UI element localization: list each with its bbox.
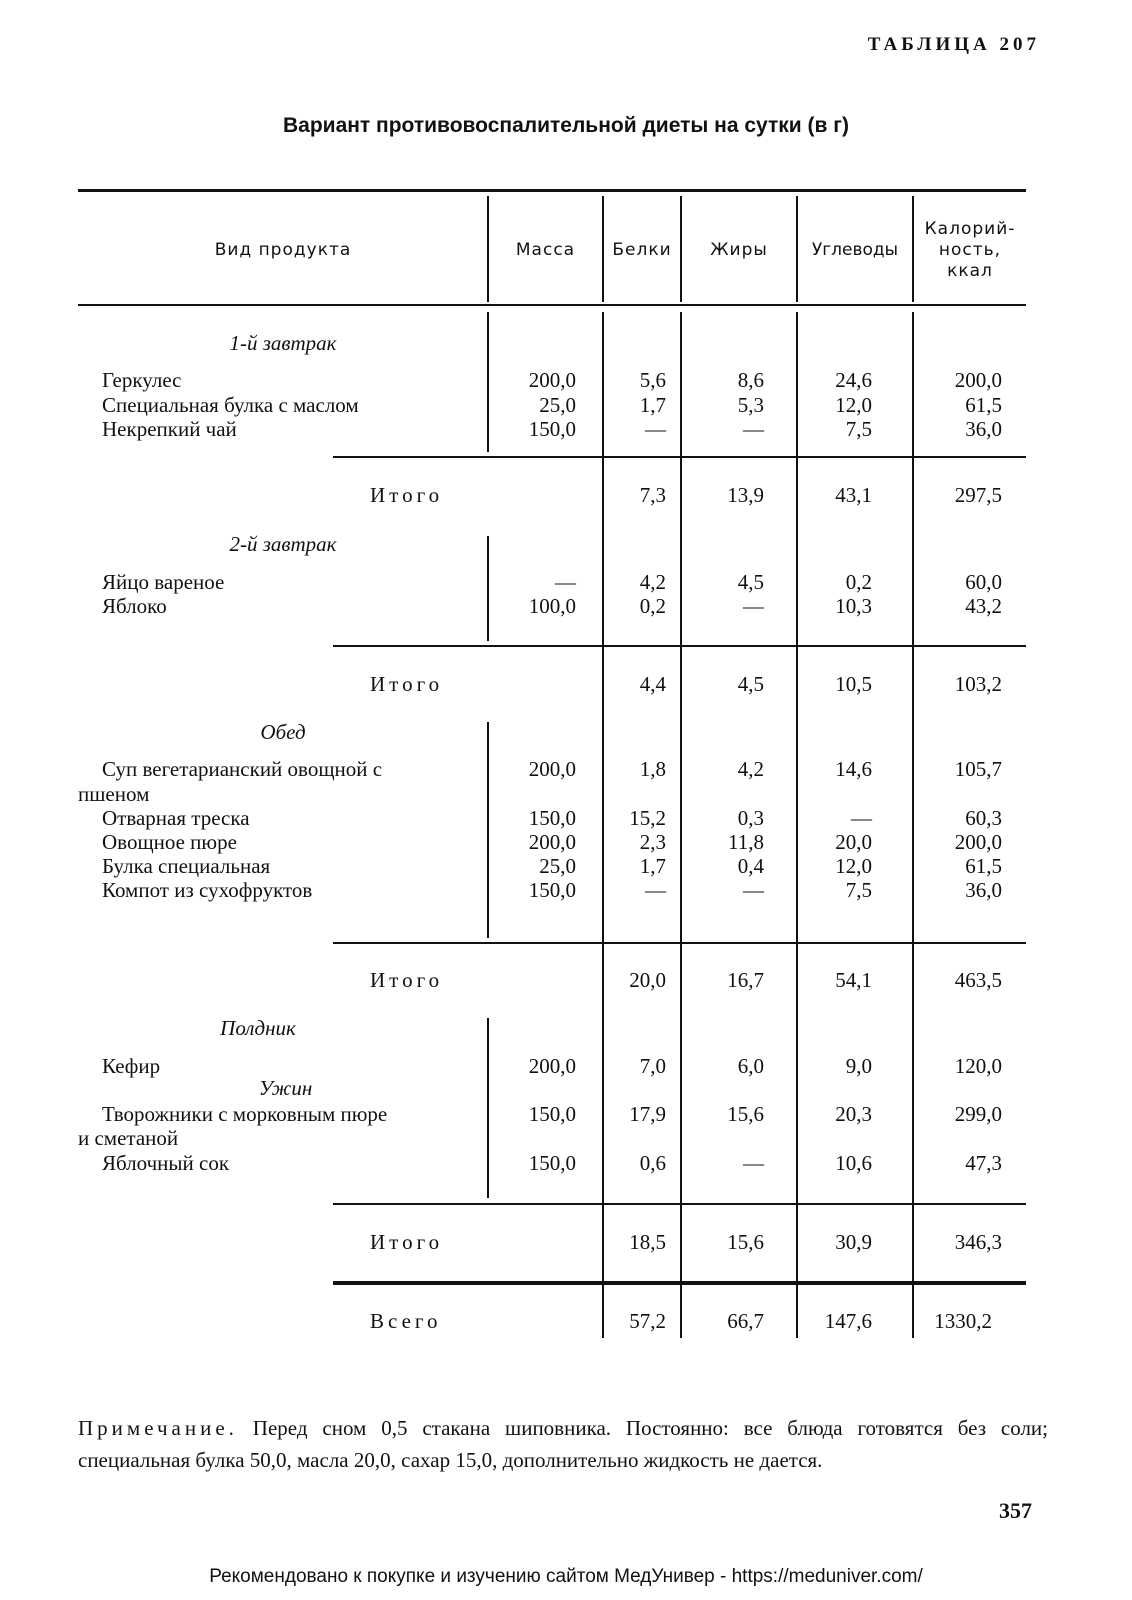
subtotal-label: Итого xyxy=(370,672,444,696)
fat-cell: 15,6 xyxy=(727,1230,764,1254)
product-name: Кефир xyxy=(102,1054,161,1078)
protein-cell: 18,5 xyxy=(629,1230,666,1254)
kcal-cell: 297,5 xyxy=(954,483,1002,507)
col-header-calories-line: ность, xyxy=(938,240,1002,260)
protein-cell: — xyxy=(645,878,666,902)
kcal-cell: 200,0 xyxy=(954,830,1002,854)
product-name: Яблоко xyxy=(102,594,167,618)
fat-cell: 66,7 xyxy=(727,1309,764,1333)
col-header-mass: Масса xyxy=(515,240,576,260)
carbs-cell: 7,5 xyxy=(845,878,872,902)
mass-cell: 150,0 xyxy=(528,806,576,830)
col-header-product: Вид продукта xyxy=(214,240,352,260)
kcal-cell: 200,0 xyxy=(954,368,1002,392)
carbs-cell: 30,9 xyxy=(835,1230,872,1254)
fat-cell: 16,7 xyxy=(727,968,764,992)
product-name: Специальная булка с маслом xyxy=(102,393,359,417)
kcal-cell: 36,0 xyxy=(965,878,1002,902)
kcal-cell: 61,5 xyxy=(965,393,1002,417)
mass-cell: 100,0 xyxy=(528,594,576,618)
col-rule xyxy=(912,312,914,1338)
protein-cell: 2,3 xyxy=(639,830,666,854)
fat-cell: — xyxy=(743,878,764,902)
product-name: Компот из сухофруктов xyxy=(102,878,313,902)
protein-cell: 4,4 xyxy=(639,672,666,696)
carbs-cell: 12,0 xyxy=(835,393,872,417)
kcal-cell: 60,3 xyxy=(965,806,1002,830)
fat-cell: 4,5 xyxy=(737,570,764,594)
col-header-calories xyxy=(914,219,1026,282)
kcal-cell: 103,2 xyxy=(954,672,1002,696)
col-header-calories-line: Калорий- xyxy=(924,219,1016,239)
product-name: Яйцо вареное xyxy=(102,570,225,594)
kcal-cell: 346,3 xyxy=(954,1230,1002,1254)
product-name-continued: пшеном xyxy=(78,782,150,806)
section-title: Полдник xyxy=(220,1016,296,1040)
mass-cell: 25,0 xyxy=(539,393,576,417)
product-name: Овощное пюре xyxy=(102,830,237,854)
carbs-cell: 7,5 xyxy=(845,417,872,441)
kcal-cell: 47,3 xyxy=(965,1151,1002,1175)
fat-cell: — xyxy=(743,594,764,618)
footnote-label: Примечание. xyxy=(78,1416,238,1440)
fat-cell: — xyxy=(743,1151,764,1175)
fat-cell: — xyxy=(743,417,764,441)
section-title: Обед xyxy=(260,720,306,744)
page-number: 357 xyxy=(999,1498,1032,1523)
product-name: Суп вегетарианский овощной с xyxy=(102,757,383,781)
product-name: Булка специальная xyxy=(102,854,271,878)
fat-cell: 0,4 xyxy=(737,854,764,878)
col-rule xyxy=(487,722,489,938)
protein-cell: 20,0 xyxy=(629,968,666,992)
fat-cell: 5,3 xyxy=(737,393,764,417)
fat-cell: 0,3 xyxy=(737,806,764,830)
mass-cell: 200,0 xyxy=(528,757,576,781)
carbs-cell: 147,6 xyxy=(824,1309,872,1333)
carbs-cell: 24,6 xyxy=(835,368,872,392)
fat-cell: 11,8 xyxy=(728,830,764,854)
carbs-cell: 10,6 xyxy=(835,1151,872,1175)
mass-cell: 150,0 xyxy=(528,1102,576,1126)
footnote-text: Перед сном 0,5 стакана шиповника. Постоянно: все блюда готовятся без соли; специальная булка 50,0, масла 20,0, сахар 15,0, дополнительно жидкость не дается. xyxy=(78,1416,1048,1472)
watermark-footer: Рекомендовано к покупке и изучению сайтом МедУнивер - https://meduniver.com/ xyxy=(209,1566,923,1587)
carbs-cell: 9,0 xyxy=(845,1054,872,1078)
protein-cell: 15,2 xyxy=(629,806,666,830)
col-header-protein: Белки xyxy=(612,240,672,260)
carbs-cell: 10,5 xyxy=(835,672,872,696)
kcal-cell: 36,0 xyxy=(965,417,1002,441)
carbs-cell: 12,0 xyxy=(835,854,872,878)
carbs-cell: 20,3 xyxy=(835,1102,872,1126)
product-name: Яблочный сок xyxy=(102,1151,230,1175)
section-title: 2-й завтрак xyxy=(229,532,337,556)
mass-cell: 200,0 xyxy=(528,830,576,854)
subtotal-label: Итого xyxy=(370,483,444,507)
grand-total-label: Всего xyxy=(370,1309,442,1333)
footnote xyxy=(78,1412,1048,1476)
subtotal-label: Итого xyxy=(370,1230,444,1254)
protein-cell: 5,6 xyxy=(639,368,666,392)
carbs-cell: 20,0 xyxy=(835,830,872,854)
col-header-fat: Жиры xyxy=(710,240,768,260)
product-name: Геркулес xyxy=(102,368,182,392)
col-header-carbs: Углеводы xyxy=(811,240,899,260)
protein-cell: 17,9 xyxy=(629,1102,666,1126)
mass-cell: 150,0 xyxy=(528,417,576,441)
kcal-cell: 1330,2 xyxy=(934,1309,992,1333)
col-rule xyxy=(680,312,682,1338)
fat-cell: 4,5 xyxy=(737,672,764,696)
product-name: Творожники с морковным пюре xyxy=(102,1102,388,1126)
kcal-cell: 61,5 xyxy=(965,854,1002,878)
col-rule xyxy=(487,1018,489,1198)
fat-cell: 8,6 xyxy=(737,368,764,392)
kcal-cell: 60,0 xyxy=(965,570,1002,594)
kcal-cell: 463,5 xyxy=(954,968,1002,992)
col-rule xyxy=(796,312,798,1338)
product-name-continued: и сметаной xyxy=(78,1126,179,1150)
header-bottom-rule xyxy=(78,304,1026,306)
protein-cell: — xyxy=(645,417,666,441)
carbs-cell: 43,1 xyxy=(835,483,872,507)
col-header-calories-line: ккал xyxy=(947,261,993,281)
mass-cell: 150,0 xyxy=(528,878,576,902)
mass-cell: 150,0 xyxy=(528,1151,576,1175)
mass-cell: 200,0 xyxy=(528,1054,576,1078)
protein-cell: 4,2 xyxy=(639,570,666,594)
fat-cell: 13,9 xyxy=(727,483,764,507)
mass-cell: — xyxy=(555,570,576,594)
mass-cell: 200,0 xyxy=(528,368,576,392)
col-rule xyxy=(602,312,604,1338)
kcal-cell: 105,7 xyxy=(954,757,1002,781)
table-number: ТАБЛИЦА 207 xyxy=(867,34,1040,55)
table-top-rule xyxy=(78,189,1026,192)
section-title: 1-й завтрак xyxy=(229,331,337,355)
product-name: Отварная треска xyxy=(102,806,250,830)
kcal-cell: 120,0 xyxy=(954,1054,1002,1078)
fat-cell: 15,6 xyxy=(727,1102,764,1126)
protein-cell: 57,2 xyxy=(629,1309,666,1333)
carbs-cell: 14,6 xyxy=(835,757,872,781)
carbs-cell: — xyxy=(851,806,872,830)
kcal-cell: 299,0 xyxy=(954,1102,1002,1126)
subtotal-label: Итого xyxy=(370,968,444,992)
section-title: Ужин xyxy=(258,1076,313,1100)
carbs-cell: 10,3 xyxy=(835,594,872,618)
protein-cell: 1,7 xyxy=(639,854,666,878)
protein-cell: 0,6 xyxy=(639,1151,666,1175)
page-title: Вариант противовоспалительной диеты на сутки (в г) xyxy=(282,114,849,137)
protein-cell: 7,3 xyxy=(639,483,666,507)
carbs-cell: 54,1 xyxy=(835,968,872,992)
carbs-cell: 0,2 xyxy=(845,570,872,594)
fat-cell: 4,2 xyxy=(737,757,764,781)
protein-cell: 1,7 xyxy=(639,393,666,417)
protein-cell: 1,8 xyxy=(639,757,666,781)
protein-cell: 0,2 xyxy=(639,594,666,618)
mass-cell: 25,0 xyxy=(539,854,576,878)
protein-cell: 7,0 xyxy=(639,1054,666,1078)
kcal-cell: 43,2 xyxy=(965,594,1002,618)
product-name: Некрепкий чай xyxy=(102,417,237,441)
fat-cell: 6,0 xyxy=(737,1054,764,1078)
